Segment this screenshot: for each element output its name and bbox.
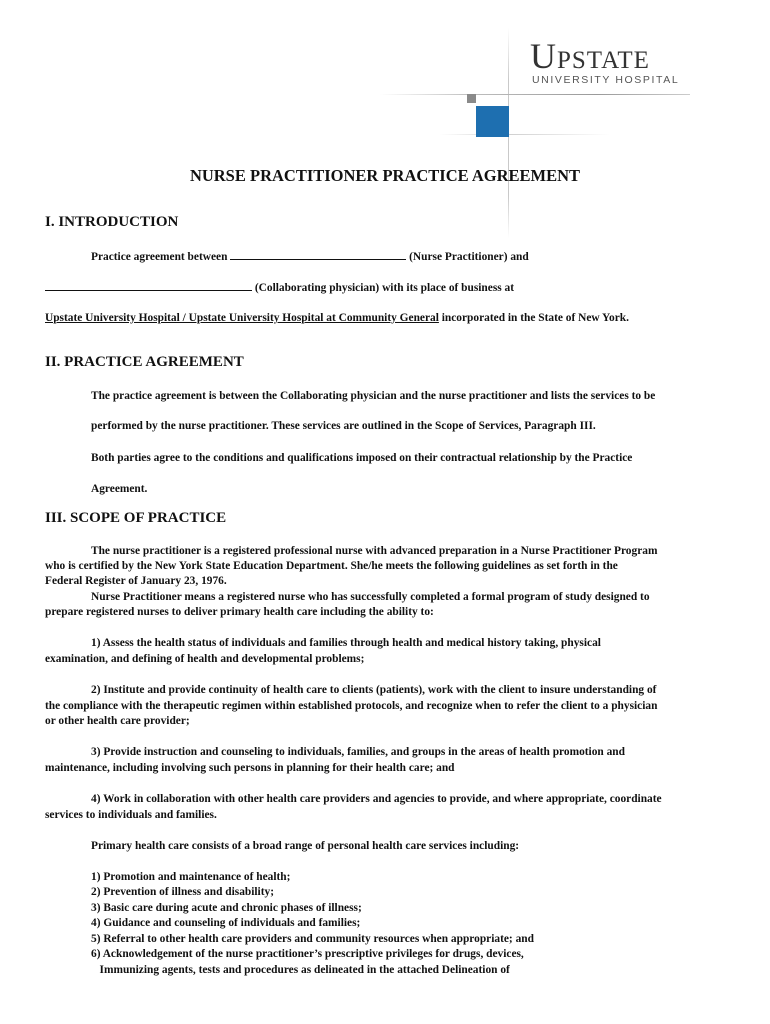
scope-line: who is certified by the New York State Education Department. She/he meets the following guidelines as set forth in the: [45, 560, 618, 572]
scope-item-1-cont: examination, and defining of health and developmental problems;: [45, 653, 365, 665]
primary-list-item: 5) Referral to other health care providers and community resources when appropriate; and: [91, 933, 534, 945]
intro-line-3: [45, 310, 629, 326]
scope-line: Nurse Practitioner means a registered nurse who has successfully completed a formal program of study designed to: [91, 591, 650, 603]
decorative-blue-square: [476, 106, 509, 137]
intro-line-1: [91, 248, 529, 265]
intro-line-2-suffix: (Collaborating physician) with its place of business at: [254, 282, 515, 294]
intro-line-1-suffix: (Nurse Practitioner) and: [409, 251, 529, 263]
practice-line: The practice agreement is between the Collaborating physician and the nurse practitioner and lists the services to be: [91, 390, 656, 402]
practice-line: Agreement.: [91, 483, 148, 495]
logo-subtitle: UNIVERSITY HOSPITAL: [532, 74, 680, 86]
heading-practice-agreement: II. PRACTICE AGREEMENT: [45, 354, 244, 370]
document-title: NURSE PRACTITIONER PRACTICE AGREEMENT: [189, 166, 581, 185]
heading-introduction: I. INTRODUCTION: [45, 214, 179, 230]
practice-line: performed by the nurse practitioner. These services are outlined in the Scope of Services, Paragraph III.: [91, 420, 596, 432]
practice-line: Both parties agree to the conditions and qualifications imposed on their contractual relationship by the Practice: [91, 452, 633, 464]
scope-item-2: 2) Institute and provide continuity of health care to clients (patients), work with the client to insure understanding of: [91, 684, 657, 696]
scope-item-4-cont: services to individuals and families.: [45, 809, 217, 821]
logo-name: Upstate: [530, 36, 650, 76]
scope-line: The nurse practitioner is a registered professional nurse with advanced preparation in a Nurse Practitioner Program: [91, 545, 658, 557]
primary-list-item: 3) Basic care during acute and chronic phases of illness;: [91, 902, 362, 914]
scope-item-4: 4) Work in collaboration with other health care providers and agencies to provide, and where appropriate, coordinate: [91, 793, 662, 805]
scope-line: prepare registered nurses to deliver primary health care including the ability to:: [45, 606, 434, 618]
intro-line-3-suffix: incorporated in the State of New York.: [438, 312, 629, 324]
scope-line: Federal Register of January 23, 1976.: [45, 575, 227, 587]
intro-line-1-prefix: Practice agreement between: [91, 251, 228, 263]
decorative-gray-square: [467, 94, 476, 103]
decorative-horizontal-line-lower: [440, 134, 610, 135]
primary-list-item-cont: Immunizing agents, tests and procedures as delineated in the attached Delineation of: [91, 964, 510, 976]
primary-list-item: 1) Promotion and maintenance of health;: [91, 871, 291, 883]
scope-item-2-cont: or other health care provider;: [45, 715, 190, 727]
collaborating-physician-blank[interactable]: [45, 279, 252, 291]
primary-list-item: 4) Guidance and counseling of individuals and families;: [91, 917, 361, 929]
intro-line-2: [45, 279, 514, 296]
scope-item-2-cont: the compliance with the therapeutic regimen within established protocols, and recognize when to refer the client to a physician: [45, 700, 658, 712]
hospital-name: Upstate University Hospital / Upstate University Hospital at Community General: [45, 312, 439, 324]
primary-list-item: 2) Prevention of illness and disability;: [91, 886, 275, 898]
nurse-practitioner-blank[interactable]: [230, 248, 406, 260]
scope-item-3: 3) Provide instruction and counseling to individuals, families, and groups in the areas of health promotion and: [91, 746, 625, 758]
heading-scope-of-practice: III. SCOPE OF PRACTICE: [45, 510, 227, 526]
scope-item-1: 1) Assess the health status of individuals and families through health and medical history taking, physical: [91, 637, 601, 649]
decorative-horizontal-line: [380, 94, 690, 95]
primary-list-item: 6) Acknowledgement of the nurse practitioner’s prescriptive privileges for drugs, devices,: [91, 948, 524, 960]
upstate-logo: [530, 38, 679, 86]
scope-item-3-cont: maintenance, including involving such persons in planning for their health care; and: [45, 762, 455, 774]
primary-care-intro: Primary health care consists of a broad range of personal health care services including:: [91, 840, 520, 852]
